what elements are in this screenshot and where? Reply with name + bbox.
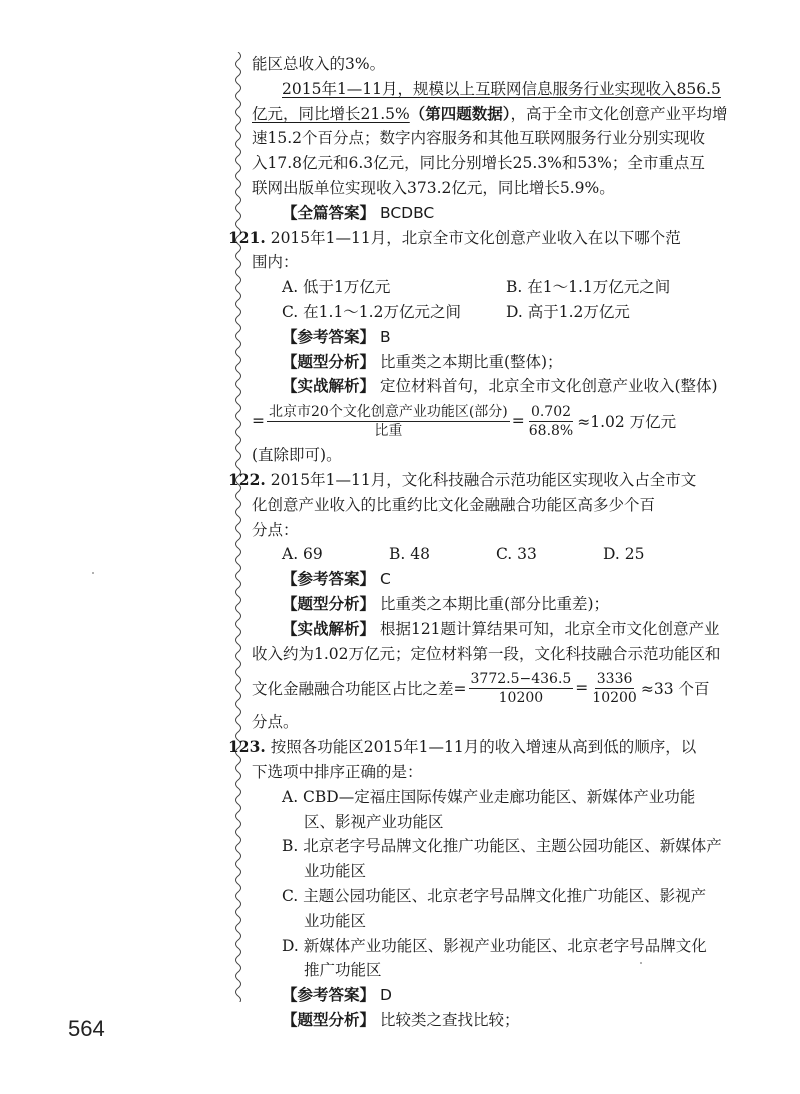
speck: [92, 572, 94, 574]
text: 2015年1—11月，北京全市文化创意产业收入在以下哪个范: [270, 228, 681, 247]
intro-para-line-1: [252, 77, 730, 102]
q123-option-a-line-2: 区、影视产业功能区: [304, 812, 444, 831]
formula-result: ≈1.02 万亿元: [577, 413, 677, 432]
q122-options-row: [252, 542, 730, 567]
q122-practice-line-1: [252, 617, 730, 642]
fraction-2: [590, 670, 639, 707]
type-analysis-label: 【题型分析】: [282, 593, 376, 613]
q122-answer-line: [252, 567, 730, 592]
fraction-denominator: 比重: [374, 422, 403, 439]
fraction-numerator: 3772.5−436.5: [470, 670, 572, 687]
type-analysis-text: 比较类之查找比较；: [379, 1010, 520, 1029]
page-number: 564: [68, 1016, 105, 1041]
all-answer-label: 【全篇答案】: [282, 202, 376, 222]
q123-stem-line-1: [228, 735, 730, 760]
q123-option-b-line-2: 业功能区: [304, 862, 367, 881]
q123-stem-line-2: 下选项中排序正确的是：: [252, 762, 423, 781]
ref-answer-label: 【参考答案】: [282, 569, 376, 589]
option-c: C. 在1.1～1.2万亿元之间: [282, 302, 461, 321]
fraction-numerator: 北京市20个文化创意产业功能区(部分): [269, 403, 508, 420]
intro-line-0: 能区总收入的3%。: [252, 55, 386, 73]
q122-formula-line: [252, 666, 730, 710]
q121-formula-line: [252, 399, 730, 443]
practice-label: 【实战解析】: [282, 618, 376, 638]
q123-answer-line: [252, 983, 730, 1008]
q121-stem-line-1: [228, 226, 730, 251]
underlined-text: 亿元，同比增长21.5%: [252, 104, 410, 123]
q121-practice-line-1: [252, 374, 730, 399]
q122-type-line: [252, 592, 730, 617]
ref-answer-value: D: [379, 986, 392, 1005]
practice-text: 定位材料首句，北京全市文化创意产业收入(整体): [379, 377, 718, 396]
bold-note: （第四题数据）: [409, 103, 511, 123]
q123-option-b-line-1: B. 北京老字号品牌文化推广功能区、主题公园功能区、新媒体产: [282, 837, 722, 856]
option-a: A. 69: [282, 545, 323, 564]
option-d: D. 25: [603, 545, 645, 564]
q121-stem-line-2: 围内：: [252, 253, 299, 272]
option-c: C. 33: [496, 545, 537, 564]
formula-result: ≈33 个百: [640, 680, 710, 699]
fraction-numerator: 0.702: [530, 403, 572, 420]
fraction-denominator: 10200: [498, 689, 544, 706]
q121-practice-line-3: (直除即可)。: [252, 446, 342, 465]
fraction-2: [527, 403, 575, 440]
type-analysis-label: 【题型分析】: [282, 1009, 376, 1029]
text: 2015年1—11月，文化科技融合示范功能区实现收入占全市文: [270, 470, 697, 489]
q123-option-a-line-1: A. CBD—定福庄国际传媒产业走廊功能区、新媒体产业功能: [282, 787, 696, 806]
q122-stem-line-3: 分点：: [252, 520, 299, 539]
all-answer-value: BCDBC: [379, 203, 435, 222]
fraction-1: [469, 670, 574, 707]
type-analysis-label: 【题型分析】: [282, 351, 376, 371]
equals-sign: =: [252, 412, 265, 431]
underlined-text: 2015年1—11月，规模以上互联网信息服务行业实现收入856.5: [282, 79, 721, 98]
formula-prefix: 文化金融融合功能区占比之差=: [252, 680, 467, 699]
intro-para-line-3: 速15.2个百分点；数字内容服务和其他互联网服务行业分别实现收: [252, 129, 706, 148]
question-number: 122.: [228, 469, 266, 489]
practice-text: 根据121题计算结果可知，北京全市文化创意产业: [379, 619, 720, 638]
q122-stem-line-2: 化创意产业收入的比重约比文化金融融合功能区高多少个百: [252, 495, 656, 514]
wavy-margin-line: [231, 52, 245, 1002]
q123-option-c-line-2: 业功能区: [304, 911, 367, 930]
option-b: B. 48: [389, 545, 430, 564]
speck: [640, 962, 642, 964]
question-number: 123.: [228, 737, 266, 757]
option-d: D. 高于1.2万亿元: [506, 302, 630, 321]
text: ，高于全市文化创意产业平均增: [510, 104, 728, 123]
q122-practice-line-4: 分点。: [252, 713, 299, 732]
text: 按照各功能区2015年1—11月的收入增速从高到低的顺序，以: [270, 738, 697, 757]
intro-para-line-2: [252, 102, 730, 127]
option-b: B. 在1～1.1万亿元之间: [506, 278, 671, 297]
q121-options-row-1: [252, 275, 730, 300]
practice-label: 【实战解析】: [282, 376, 376, 396]
ref-answer-value: C: [379, 570, 391, 589]
fraction-1: [267, 403, 510, 440]
fraction-denominator: 10200: [592, 689, 637, 706]
q123-option-c-line-1: C. 主题公园功能区、北京老字号品牌文化推广功能区、影视产: [282, 886, 707, 905]
q122-stem-line-1: [228, 468, 730, 493]
question-number: 121.: [228, 227, 266, 247]
ref-answer-label: 【参考答案】: [282, 985, 376, 1005]
fraction-numerator: 3336: [596, 670, 633, 687]
page-content: [228, 52, 730, 1033]
type-analysis-text: 比重类之本期比重(整体)；: [379, 352, 563, 371]
all-answer-line: [252, 201, 730, 226]
equals-sign: =: [511, 412, 525, 431]
q123-type-line: [252, 1008, 730, 1033]
q123-option-d-line-2: 推广功能区: [304, 961, 382, 980]
q123-option-d-line-1: D. 新媒体产业功能区、影视产业功能区、北京老字号品牌文化: [282, 936, 707, 955]
q121-type-line: [252, 350, 730, 375]
ref-answer-value: B: [379, 327, 391, 346]
equals-sign: =: [575, 679, 589, 698]
option-a: A. 低于1万亿元: [282, 278, 391, 297]
q121-options-row-2: [252, 300, 730, 325]
ref-answer-label: 【参考答案】: [282, 326, 376, 346]
fraction-denominator: 68.8%: [528, 422, 574, 439]
q121-answer-line: [252, 325, 730, 350]
type-analysis-text: 比重类之本期比重(部分比重差)；: [379, 594, 610, 613]
q122-practice-line-2: 收入约为1.02万亿元；定位材料第一段，文化科技融合示范功能区和: [252, 644, 721, 663]
intro-para-line-5: 联网出版单位实现收入373.2亿元，同比增长5.9%。: [252, 178, 615, 197]
intro-para-line-4: 入17.8亿元和6.3亿元，同比分别增长25.3%和53%；全市重点互: [252, 154, 705, 173]
